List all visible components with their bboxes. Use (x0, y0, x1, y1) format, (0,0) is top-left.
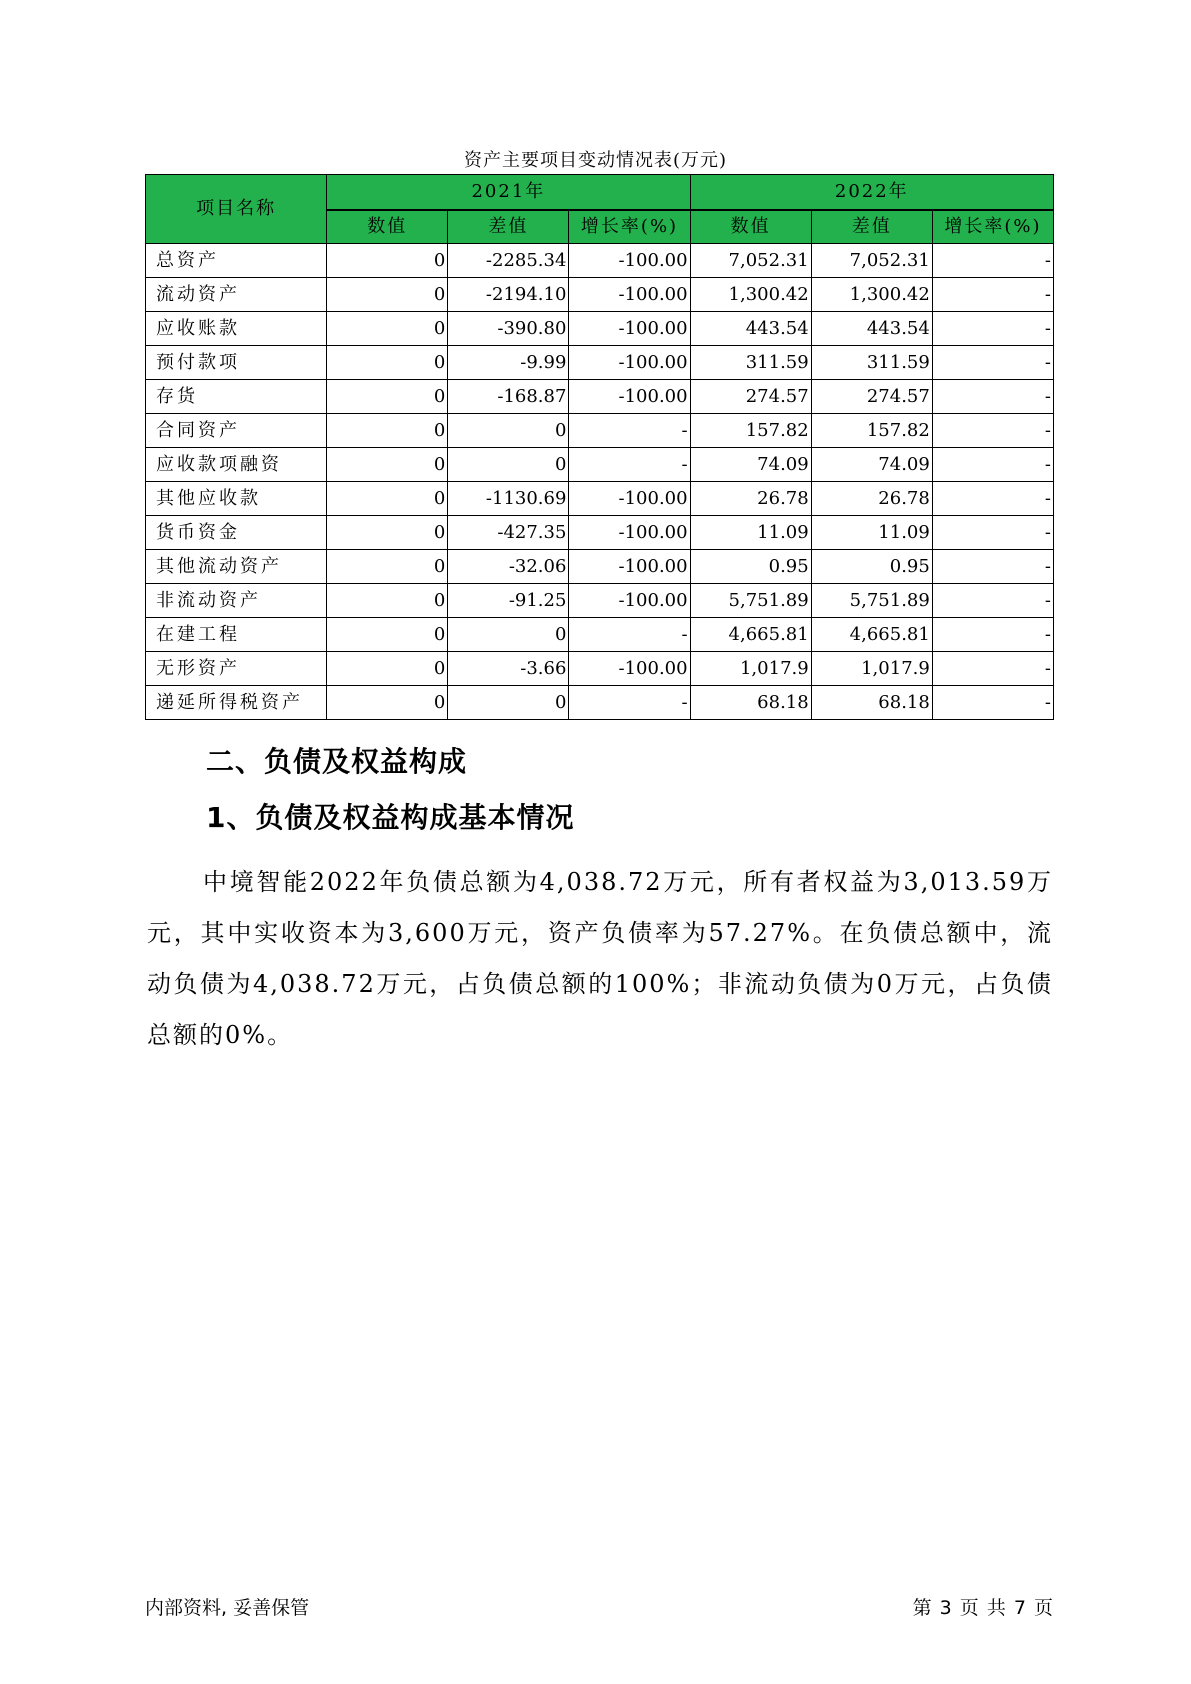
table-row (146, 312, 1054, 346)
cell-value-2021: 0 (327, 618, 448, 652)
cell-growth-2022: - (932, 516, 1053, 550)
cell-growth-2021: -100.00 (569, 312, 690, 346)
cell-growth-2022: - (932, 278, 1053, 312)
cell-diff-2022: 68.18 (811, 686, 932, 720)
cell-row-name: 非流动资产 (146, 584, 327, 618)
header-value-2022: 数值 (690, 210, 811, 244)
cell-value-2021: 0 (327, 686, 448, 720)
cell-diff-2022: 5,751.89 (811, 584, 932, 618)
cell-row-name: 总资产 (146, 244, 327, 278)
cell-growth-2021: -100.00 (569, 380, 690, 414)
cell-diff-2021: 0 (448, 618, 569, 652)
cell-diff-2021: -2194.10 (448, 278, 569, 312)
table-row (146, 244, 1054, 278)
header-growth-2021: 增长率(%) (569, 210, 690, 244)
cell-diff-2022: 0.95 (811, 550, 932, 584)
cell-growth-2021: - (569, 448, 690, 482)
cell-diff-2022: 11.09 (811, 516, 932, 550)
cell-diff-2021: -390.80 (448, 312, 569, 346)
table-row (146, 278, 1054, 312)
cell-value-2022: 26.78 (690, 482, 811, 516)
cell-value-2021: 0 (327, 278, 448, 312)
header-value-2021: 数值 (327, 210, 448, 244)
cell-growth-2022: - (932, 618, 1053, 652)
cell-value-2021: 0 (327, 516, 448, 550)
cell-diff-2022: 74.09 (811, 448, 932, 482)
cell-diff-2022: 7,052.31 (811, 244, 932, 278)
cell-growth-2021: -100.00 (569, 482, 690, 516)
cell-value-2022: 0.95 (690, 550, 811, 584)
cell-row-name: 其他应收款 (146, 482, 327, 516)
table-row (146, 652, 1054, 686)
cell-row-name: 在建工程 (146, 618, 327, 652)
table-row (146, 414, 1054, 448)
cell-diff-2022: 1,017.9 (811, 652, 932, 686)
cell-diff-2022: 311.59 (811, 346, 932, 380)
cell-growth-2022: - (932, 414, 1053, 448)
cell-diff-2021: -168.87 (448, 380, 569, 414)
cell-value-2022: 4,665.81 (690, 618, 811, 652)
table-row (146, 516, 1054, 550)
cell-diff-2022: 274.57 (811, 380, 932, 414)
footer-confidential-note: 内部资料, 妥善保管 (145, 1597, 310, 1619)
body-paragraph: 中境智能2022年负债总额为4,038.72万元，所有者权益为3,013.59万元，其中实收资本为3,600万元，资产负债率为57.27%。在负债总额中，流动负债为4,038.72万元，占负债总额的100%；非流动负债为0万元，占负债总额的0%。 (147, 868, 1053, 1049)
cell-value-2022: 74.09 (690, 448, 811, 482)
table-row (146, 584, 1054, 618)
cell-growth-2021: - (569, 686, 690, 720)
cell-diff-2021: 0 (448, 414, 569, 448)
footer-page-number: 第 3 页 共 7 页 (912, 1597, 1054, 1619)
cell-value-2022: 157.82 (690, 414, 811, 448)
header-item-name: 项目名称 (146, 175, 327, 244)
cell-growth-2021: -100.00 (569, 550, 690, 584)
cell-growth-2022: - (932, 652, 1053, 686)
header-diff-2022: 差值 (811, 210, 932, 244)
header-year-2022: 2022年 (690, 175, 1053, 211)
cell-growth-2021: - (569, 414, 690, 448)
table-row (146, 346, 1054, 380)
table-body (146, 244, 1054, 720)
cell-diff-2021: -2285.34 (448, 244, 569, 278)
cell-value-2022: 5,751.89 (690, 584, 811, 618)
cell-diff-2021: -9.99 (448, 346, 569, 380)
cell-diff-2022: 4,665.81 (811, 618, 932, 652)
asset-change-table (145, 174, 1054, 720)
header-year-2021: 2021年 (327, 175, 690, 211)
table-caption: 资产主要项目变动情况表(万元) (463, 150, 728, 171)
cell-diff-2021: -1130.69 (448, 482, 569, 516)
cell-value-2022: 443.54 (690, 312, 811, 346)
section-heading: 二、负债及权益构成 (206, 745, 468, 778)
cell-growth-2022: - (932, 550, 1053, 584)
cell-diff-2021: -32.06 (448, 550, 569, 584)
cell-row-name: 无形资产 (146, 652, 327, 686)
cell-value-2022: 7,052.31 (690, 244, 811, 278)
cell-growth-2022: - (932, 380, 1053, 414)
cell-growth-2022: - (932, 482, 1053, 516)
header-growth-2022: 增长率(%) (932, 210, 1053, 244)
cell-growth-2021: -100.00 (569, 278, 690, 312)
cell-value-2021: 0 (327, 482, 448, 516)
cell-diff-2021: -91.25 (448, 584, 569, 618)
cell-row-name: 递延所得税资产 (146, 686, 327, 720)
cell-row-name: 存货 (146, 380, 327, 414)
cell-value-2021: 0 (327, 312, 448, 346)
section-subheading: 1、负债及权益构成基本情况 (206, 801, 575, 834)
cell-row-name: 预付款项 (146, 346, 327, 380)
cell-diff-2021: -3.66 (448, 652, 569, 686)
cell-value-2021: 0 (327, 584, 448, 618)
cell-growth-2021: - (569, 618, 690, 652)
cell-diff-2021: 0 (448, 448, 569, 482)
cell-value-2022: 1,017.9 (690, 652, 811, 686)
cell-value-2021: 0 (327, 652, 448, 686)
cell-value-2022: 68.18 (690, 686, 811, 720)
cell-growth-2022: - (932, 346, 1053, 380)
cell-row-name: 合同资产 (146, 414, 327, 448)
cell-growth-2022: - (932, 244, 1053, 278)
table-row (146, 686, 1054, 720)
cell-diff-2022: 157.82 (811, 414, 932, 448)
cell-diff-2022: 26.78 (811, 482, 932, 516)
cell-growth-2021: -100.00 (569, 516, 690, 550)
cell-growth-2021: -100.00 (569, 584, 690, 618)
cell-value-2021: 0 (327, 448, 448, 482)
cell-value-2021: 0 (327, 414, 448, 448)
cell-growth-2022: - (932, 312, 1053, 346)
cell-growth-2022: - (932, 686, 1053, 720)
table-row (146, 448, 1054, 482)
table-row (146, 380, 1054, 414)
cell-diff-2022: 443.54 (811, 312, 932, 346)
cell-growth-2022: - (932, 584, 1053, 618)
table-row (146, 482, 1054, 516)
cell-growth-2021: -100.00 (569, 652, 690, 686)
cell-value-2022: 311.59 (690, 346, 811, 380)
table-row (146, 618, 1054, 652)
cell-row-name: 流动资产 (146, 278, 327, 312)
cell-growth-2021: -100.00 (569, 244, 690, 278)
cell-row-name: 其他流动资产 (146, 550, 327, 584)
cell-diff-2022: 1,300.42 (811, 278, 932, 312)
cell-growth-2021: -100.00 (569, 346, 690, 380)
cell-diff-2021: 0 (448, 686, 569, 720)
cell-row-name: 应收账款 (146, 312, 327, 346)
cell-value-2021: 0 (327, 380, 448, 414)
table-row (146, 550, 1054, 584)
cell-value-2021: 0 (327, 550, 448, 584)
cell-value-2022: 1,300.42 (690, 278, 811, 312)
cell-value-2022: 274.57 (690, 380, 811, 414)
header-diff-2021: 差值 (448, 210, 569, 244)
cell-value-2021: 0 (327, 244, 448, 278)
cell-value-2021: 0 (327, 346, 448, 380)
cell-row-name: 应收款项融资 (146, 448, 327, 482)
cell-row-name: 货币资金 (146, 516, 327, 550)
cell-growth-2022: - (932, 448, 1053, 482)
cell-diff-2021: -427.35 (448, 516, 569, 550)
cell-value-2022: 11.09 (690, 516, 811, 550)
